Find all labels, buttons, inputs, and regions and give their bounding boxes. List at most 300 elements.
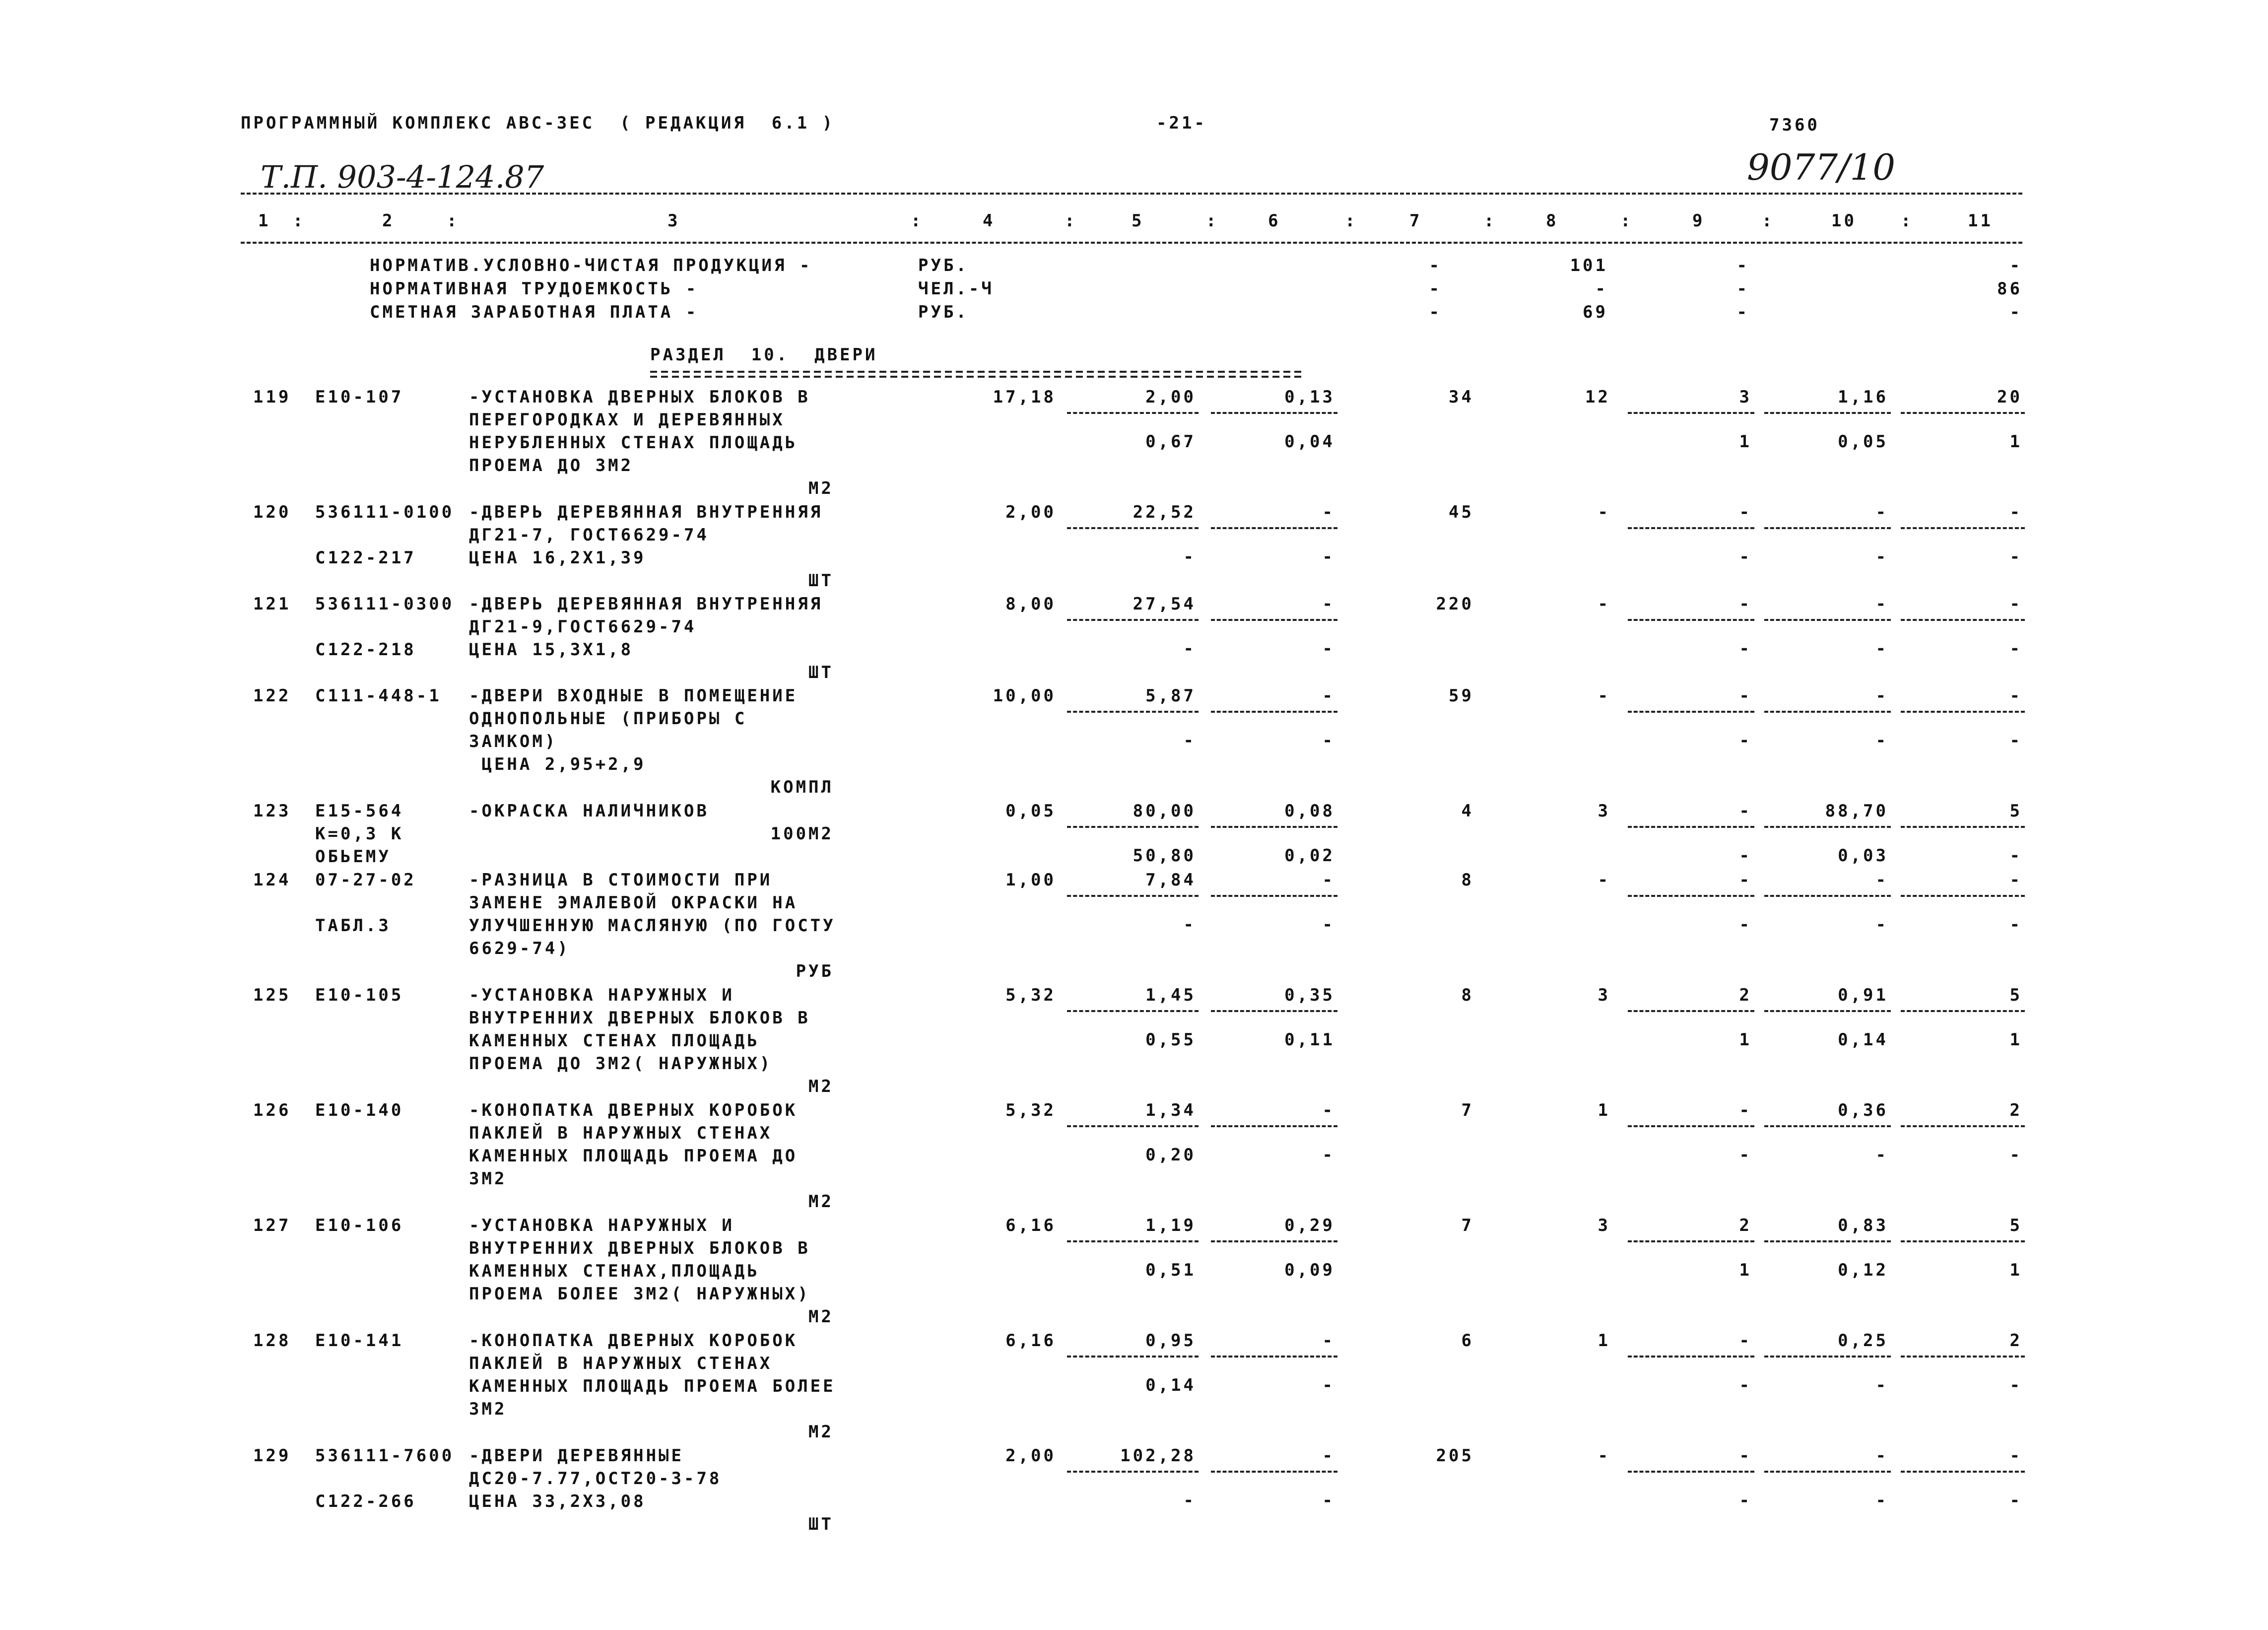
- row-description: -ДВЕРИ ВХОДНЫЕ В ПОМЕЩЕНИЕ: [469, 686, 798, 706]
- summary-col8: 69: [1583, 302, 1608, 322]
- row-rule-c6: [1211, 1125, 1337, 1127]
- row-description: ДГ21-9,ГОСТ6629-74: [469, 617, 697, 637]
- row-col11-lower: 1: [2009, 432, 2022, 452]
- row-col9-lower: 1: [1739, 1260, 1752, 1280]
- row-unit: М2: [808, 1077, 834, 1096]
- row-col11-lower: -: [2009, 846, 2022, 866]
- row-col9: -: [1739, 870, 1752, 890]
- row-col6-lower: -: [1322, 731, 1335, 750]
- row-quantity: 5,32: [1005, 1100, 1056, 1120]
- row-col10-lower: -: [1875, 547, 1888, 567]
- row-col11: -: [2009, 870, 2022, 890]
- row-col10: 0,25: [1838, 1331, 1888, 1351]
- section-title-underline: [650, 371, 1305, 378]
- row-description: ДГ21-7, ГОСТ6629-74: [469, 525, 709, 545]
- row-col10-lower: -: [1875, 1145, 1888, 1165]
- row-col6: -: [1322, 594, 1335, 614]
- row-col11-lower: -: [2009, 731, 2022, 750]
- row-rule-c5: [1067, 826, 1199, 828]
- row-col11: 5: [2009, 801, 2022, 821]
- row-description: ДС20-7.77,ОСТ20-3-78: [469, 1469, 722, 1489]
- row-col11-lower: 1: [2009, 1260, 2022, 1280]
- row-col10-lower: -: [1875, 915, 1888, 935]
- row-rule-c9: [1628, 412, 1754, 414]
- row-description: -УСТАНОВКА НАРУЖНЫХ И: [469, 985, 734, 1005]
- row-col6-lower: -: [1322, 1375, 1335, 1395]
- row-rule-c10: [1764, 1125, 1891, 1127]
- row-col11-lower: -: [2009, 1491, 2022, 1510]
- row-description: ПРОЕМА ДО 3М2: [469, 456, 634, 475]
- row-quantity: 5,32: [1005, 985, 1056, 1005]
- row-rule-c9: [1628, 527, 1754, 529]
- row-description: -ОКРАСКА НАЛИЧНИКОВ: [469, 801, 709, 821]
- row-col5: 1,45: [1145, 985, 1196, 1005]
- row-col6: -: [1322, 1331, 1335, 1351]
- row-quantity: 6,16: [1005, 1216, 1056, 1235]
- row-description: КАМЕННЫХ ПЛОЩАДЬ ПРОЕМА ДО: [469, 1146, 798, 1166]
- row-col11: 2: [2009, 1331, 2022, 1351]
- row-col5: 5,87: [1145, 686, 1196, 706]
- row-col6-lower: -: [1322, 547, 1335, 567]
- row-code-secondary: К=0,3 К: [315, 824, 404, 844]
- column-number: 9: [1692, 211, 1705, 231]
- row-code: 07-27-02: [315, 870, 416, 890]
- row-col11: 20: [1997, 387, 2022, 407]
- row-number: 119: [253, 387, 291, 407]
- column-number: 4: [983, 211, 996, 231]
- row-rule-c5: [1067, 895, 1199, 897]
- row-col5-lower: -: [1183, 731, 1196, 750]
- row-description: ЦЕНА 2,95+2,9: [469, 754, 646, 774]
- row-col11-lower: -: [2009, 639, 2022, 659]
- row-number: 125: [253, 985, 291, 1005]
- section-title: РАЗДЕЛ 10. ДВЕРИ: [650, 345, 878, 365]
- row-rule-c11: [1901, 711, 2025, 713]
- row-col5: 80,00: [1133, 801, 1196, 821]
- row-quantity: 10,00: [993, 686, 1056, 706]
- row-col6: -: [1322, 1446, 1335, 1466]
- row-col11-lower: 1: [2009, 1030, 2022, 1050]
- row-rule-c9: [1628, 1356, 1754, 1358]
- row-rule-c10: [1764, 619, 1891, 621]
- row-col10: 1,16: [1838, 387, 1888, 407]
- row-description: УЛУЧШЕННУЮ МАСЛЯНУЮ (ПО ГОСТУ: [469, 916, 836, 936]
- column-separator: :: [293, 211, 306, 231]
- row-rule-c11: [1901, 895, 2025, 897]
- column-separator: :: [1620, 211, 1633, 231]
- column-number: 10: [1831, 211, 1857, 231]
- column-number: 8: [1546, 211, 1559, 231]
- handwritten-number: 9077/10: [1747, 146, 1896, 188]
- row-rule-c10: [1764, 1240, 1891, 1242]
- row-number: 126: [253, 1100, 291, 1120]
- column-number: 3: [667, 211, 680, 231]
- program-title: ПРОГРАММНЫЙ КОМПЛЕКС АВС-ЗЕС ( РЕДАКЦИЯ 6.1 ): [241, 113, 835, 133]
- summary-label: СМЕТНАЯ ЗАРАБОТНАЯ ПЛАТА -: [370, 302, 699, 322]
- row-unit: 100М2: [770, 824, 834, 844]
- row-col11-lower: -: [2009, 915, 2022, 935]
- row-col6-lower: -: [1322, 1491, 1335, 1510]
- row-col9-lower: -: [1739, 915, 1752, 935]
- summary-col11: 86: [1997, 279, 2022, 299]
- row-quantity: 2,00: [1005, 1446, 1056, 1466]
- column-separator: :: [1065, 211, 1077, 231]
- row-col5-lower: 0,20: [1145, 1145, 1196, 1165]
- row-col11: 2: [2009, 1100, 2022, 1120]
- row-col9: 2: [1739, 985, 1752, 1005]
- row-rule-c9: [1628, 619, 1754, 621]
- row-col9-lower: -: [1739, 846, 1752, 866]
- row-col10-lower: 0,12: [1838, 1260, 1888, 1280]
- row-description: ВНУТРЕННИХ ДВЕРНЫХ БЛОКОВ В: [469, 1008, 810, 1028]
- row-code: Е10-140: [315, 1100, 404, 1120]
- row-col11-lower: -: [2009, 1145, 2022, 1165]
- row-description: КАМЕННЫХ СТЕНАХ,ПЛОЩАДЬ: [469, 1261, 760, 1281]
- row-col7: 4: [1461, 801, 1474, 821]
- row-rule-c6: [1211, 527, 1337, 529]
- row-description: -КОНОПАТКА ДВЕРНЫХ КОРОБОК: [469, 1331, 798, 1351]
- row-rule-c5: [1067, 527, 1199, 529]
- row-description: ОДНОПОЛЬНЫЕ (ПРИБОРЫ С: [469, 709, 747, 729]
- row-unit: М2: [808, 1422, 834, 1442]
- summary-unit: РУБ.: [918, 256, 969, 275]
- row-rule-c5: [1067, 1356, 1199, 1358]
- row-col9: -: [1739, 1446, 1752, 1466]
- row-col7: 220: [1436, 594, 1474, 614]
- summary-col7: -: [1429, 279, 1442, 299]
- row-rule-c10: [1764, 826, 1891, 828]
- row-rule-c11: [1901, 826, 2025, 828]
- row-rule-c9: [1628, 895, 1754, 897]
- row-description: ЗАМКОМ): [469, 732, 558, 751]
- row-col9: -: [1739, 1331, 1752, 1351]
- summary-unit: РУБ.: [918, 302, 969, 322]
- row-col8: -: [1598, 1446, 1610, 1466]
- row-col9-lower: -: [1739, 1375, 1752, 1395]
- row-number: 129: [253, 1446, 291, 1466]
- row-code: С111-448-1: [315, 686, 442, 706]
- row-col9: 3: [1739, 387, 1752, 407]
- row-col9: -: [1739, 801, 1752, 821]
- row-rule-c9: [1628, 711, 1754, 713]
- row-rule-c6: [1211, 412, 1337, 414]
- row-col10-lower: 0,05: [1838, 432, 1888, 452]
- row-col6: 0,08: [1284, 801, 1335, 821]
- row-rule-c11: [1901, 1471, 2025, 1473]
- row-description: НЕРУБЛЕННЫХ СТЕНАХ ПЛОЩАДЬ: [469, 433, 798, 453]
- row-code-secondary: С122-218: [315, 640, 416, 660]
- row-col7: 45: [1449, 502, 1474, 522]
- page-number: -21-: [1156, 113, 1207, 133]
- row-code-secondary: С122-266: [315, 1492, 416, 1511]
- summary-col7: -: [1429, 256, 1442, 275]
- row-col9: -: [1739, 594, 1752, 614]
- row-col6: 0,13: [1284, 387, 1335, 407]
- row-col5: 27,54: [1133, 594, 1196, 614]
- row-col6: 0,35: [1284, 985, 1335, 1005]
- row-rule-c5: [1067, 619, 1199, 621]
- row-unit: М2: [808, 1192, 834, 1212]
- row-col7: 34: [1449, 387, 1474, 407]
- row-col9-lower: -: [1739, 1145, 1752, 1165]
- document-code: 7360: [1769, 115, 1820, 135]
- row-description: ПАКЛЕЙ В НАРУЖНЫХ СТЕНАХ: [469, 1123, 773, 1143]
- row-description: -ДВЕРЬ ДЕРЕВЯННАЯ ВНУТРЕННЯЯ: [469, 594, 823, 614]
- row-col8: 12: [1585, 387, 1610, 407]
- row-col6-lower: 0,04: [1284, 432, 1335, 452]
- row-rule-c6: [1211, 1240, 1337, 1242]
- row-description: ПЕРЕГОРОДКАХ И ДЕРЕВЯННЫХ: [469, 410, 785, 430]
- row-col10: -: [1875, 1446, 1888, 1466]
- row-col9-lower: -: [1739, 731, 1752, 750]
- summary-col9: -: [1736, 302, 1749, 322]
- header-top-rule: [241, 193, 2022, 195]
- row-col9: -: [1739, 686, 1752, 706]
- row-rule-c5: [1067, 1010, 1199, 1012]
- row-col7: 8: [1461, 985, 1474, 1005]
- row-description: 3М2: [469, 1399, 507, 1419]
- row-code-secondary: ТАБЛ.3: [315, 916, 391, 936]
- row-col10-lower: -: [1875, 1375, 1888, 1395]
- row-col10-lower: -: [1875, 731, 1888, 750]
- row-col6: 0,29: [1284, 1216, 1335, 1235]
- row-description: -РАЗНИЦА В СТОИМОСТИ ПРИ: [469, 870, 773, 890]
- row-description: ПРОЕМА БОЛЕЕ 3М2( НАРУЖНЫХ): [469, 1284, 810, 1304]
- row-col5-lower: -: [1183, 547, 1196, 567]
- summary-col11: -: [2009, 302, 2022, 322]
- row-number: 120: [253, 502, 291, 522]
- row-col5-lower: -: [1183, 639, 1196, 659]
- row-col11: 5: [2009, 1216, 2022, 1235]
- row-rule-c10: [1764, 527, 1891, 529]
- summary-col8: 101: [1570, 256, 1608, 275]
- row-unit: ШТ: [808, 571, 834, 591]
- row-unit: ШТ: [808, 1514, 834, 1534]
- row-rule-c11: [1901, 619, 2025, 621]
- row-col7: 7: [1461, 1216, 1474, 1235]
- row-col10-lower: 0,03: [1838, 846, 1888, 866]
- row-number: 124: [253, 870, 291, 890]
- row-col9-lower: -: [1739, 547, 1752, 567]
- column-number: 1: [258, 211, 271, 231]
- column-separator: :: [1484, 211, 1497, 231]
- row-description: -ДВЕРЬ ДЕРЕВЯННАЯ ВНУТРЕННЯЯ: [469, 502, 823, 522]
- summary-unit: ЧЕЛ.-Ч: [918, 279, 994, 299]
- row-description: ВНУТРЕННИХ ДВЕРНЫХ БЛОКОВ В: [469, 1238, 810, 1258]
- row-col8: 1: [1598, 1100, 1610, 1120]
- column-separator: :: [447, 211, 460, 231]
- row-description: ПРОЕМА ДО 3М2( НАРУЖНЫХ): [469, 1054, 773, 1074]
- row-rule-c11: [1901, 527, 2025, 529]
- row-number: 123: [253, 801, 291, 821]
- row-description: -КОНОПАТКА ДВЕРНЫХ КОРОБОК: [469, 1100, 798, 1120]
- row-col10-lower: 0,14: [1838, 1030, 1888, 1050]
- row-col10: 0,36: [1838, 1100, 1888, 1120]
- row-col10: -: [1875, 502, 1888, 522]
- row-col11-lower: -: [2009, 547, 2022, 567]
- row-description: 3М2: [469, 1169, 507, 1189]
- row-col5: 7,84: [1145, 870, 1196, 890]
- row-description: -УСТАНОВКА НАРУЖНЫХ И: [469, 1216, 734, 1235]
- column-number: 2: [382, 211, 395, 231]
- row-rule-c6: [1211, 1356, 1337, 1358]
- row-rule-c5: [1067, 1240, 1199, 1242]
- row-col9: 2: [1739, 1216, 1752, 1235]
- row-quantity: 1,00: [1005, 870, 1056, 890]
- row-code: 536111-0100: [315, 502, 455, 522]
- row-col7: 6: [1461, 1331, 1474, 1351]
- row-col6-lower: -: [1322, 639, 1335, 659]
- row-number: 128: [253, 1331, 291, 1351]
- summary-col11: -: [2009, 256, 2022, 275]
- row-description: ЦЕНА 16,2Х1,39: [469, 548, 646, 568]
- row-col7: 205: [1436, 1446, 1474, 1466]
- row-number: 121: [253, 594, 291, 614]
- row-col6-lower: 0,02: [1284, 846, 1335, 866]
- row-col6: -: [1322, 686, 1335, 706]
- summary-col7: -: [1429, 302, 1442, 322]
- column-separator: :: [1345, 211, 1358, 231]
- row-unit: М2: [808, 478, 834, 498]
- column-number: 7: [1409, 211, 1422, 231]
- row-code-secondary: ОБЬЕМУ: [315, 847, 391, 867]
- row-rule-c5: [1067, 412, 1199, 414]
- row-col11: -: [2009, 594, 2022, 614]
- row-col10: -: [1875, 686, 1888, 706]
- row-description: 6629-74): [469, 939, 570, 958]
- row-col10-lower: -: [1875, 639, 1888, 659]
- row-col10: 88,70: [1825, 801, 1888, 821]
- row-description: ЦЕНА 33,2Х3,08: [469, 1492, 646, 1511]
- row-rule-c10: [1764, 1356, 1891, 1358]
- row-unit: ШТ: [808, 663, 834, 682]
- row-col10: 0,91: [1838, 985, 1888, 1005]
- column-separator: :: [1901, 211, 1914, 231]
- row-description: КАМЕННЫХ ПЛОЩАДЬ ПРОЕМА БОЛЕЕ: [469, 1376, 836, 1396]
- row-description: КАМЕННЫХ СТЕНАХ ПЛОЩАДЬ: [469, 1031, 760, 1051]
- column-number: 5: [1132, 211, 1144, 231]
- row-rule-c6: [1211, 1010, 1337, 1012]
- row-rule-c9: [1628, 1010, 1754, 1012]
- row-rule-c6: [1211, 619, 1337, 621]
- row-rule-c10: [1764, 711, 1891, 713]
- project-code: Т.П. 903-4-124.87: [261, 159, 544, 195]
- row-rule-c9: [1628, 1125, 1754, 1127]
- row-number: 122: [253, 686, 291, 706]
- row-code: 536111-7600: [315, 1446, 455, 1466]
- row-col10-lower: -: [1875, 1491, 1888, 1510]
- row-col6: -: [1322, 870, 1335, 890]
- row-col5: 1,19: [1145, 1216, 1196, 1235]
- row-rule-c6: [1211, 1471, 1337, 1473]
- summary-col9: -: [1736, 256, 1749, 275]
- summary-label: НОРМАТИВ.УСЛОВНО-ЧИСТАЯ ПРОДУКЦИЯ -: [370, 256, 812, 275]
- row-col8: -: [1598, 870, 1610, 890]
- row-col6: -: [1322, 502, 1335, 522]
- row-col5-lower: 50,80: [1133, 846, 1196, 866]
- column-separator: :: [1762, 211, 1775, 231]
- row-col5: 1,34: [1145, 1100, 1196, 1120]
- row-col6-lower: 0,11: [1284, 1030, 1335, 1050]
- row-code: Е10-107: [315, 387, 404, 407]
- row-rule-c9: [1628, 1240, 1754, 1242]
- row-rule-c6: [1211, 711, 1337, 713]
- summary-label: НОРМАТИВНАЯ ТРУДОЕМКОСТЬ -: [370, 279, 699, 299]
- row-col5-lower: 0,51: [1145, 1260, 1196, 1280]
- row-col9-lower: 1: [1739, 1030, 1752, 1050]
- row-rule-c10: [1764, 412, 1891, 414]
- row-col8: 3: [1598, 801, 1610, 821]
- header-bottom-rule: [241, 242, 2022, 244]
- row-col11: -: [2009, 686, 2022, 706]
- row-rule-c6: [1211, 826, 1337, 828]
- row-description: ПАКЛЕЙ В НАРУЖНЫХ СТЕНАХ: [469, 1354, 773, 1373]
- row-col5: 0,95: [1145, 1331, 1196, 1351]
- row-description: -УСТАНОВКА ДВЕРНЫХ БЛОКОВ В: [469, 387, 810, 407]
- row-col10: -: [1875, 594, 1888, 614]
- column-separator: :: [911, 211, 924, 231]
- row-col5-lower: 0,55: [1145, 1030, 1196, 1050]
- column-separator: :: [1206, 211, 1219, 231]
- row-rule-c10: [1764, 895, 1891, 897]
- row-rule-c6: [1211, 895, 1337, 897]
- row-col7: 8: [1461, 870, 1474, 890]
- row-rule-c5: [1067, 1471, 1199, 1473]
- column-number: 6: [1268, 211, 1281, 231]
- row-col6-lower: -: [1322, 915, 1335, 935]
- row-col8: -: [1598, 502, 1610, 522]
- row-quantity: 0,05: [1005, 801, 1056, 821]
- row-rule-c11: [1901, 412, 2025, 414]
- row-col5: 2,00: [1145, 387, 1196, 407]
- row-col6-lower: -: [1322, 1145, 1335, 1165]
- row-unit: М2: [808, 1307, 834, 1327]
- row-code: Е10-106: [315, 1216, 404, 1235]
- row-col5-lower: -: [1183, 1491, 1196, 1510]
- row-rule-c11: [1901, 1125, 2025, 1127]
- row-col8: 1: [1598, 1331, 1610, 1351]
- row-col9: -: [1739, 502, 1752, 522]
- row-unit: КОМПЛ: [770, 777, 834, 797]
- row-col6: -: [1322, 1100, 1335, 1120]
- row-unit: РУБ: [796, 961, 834, 981]
- row-rule-c9: [1628, 1471, 1754, 1473]
- row-col9-lower: -: [1739, 1491, 1752, 1510]
- row-description: ЗАМЕНЕ ЭМАЛЕВОЙ ОКРАСКИ НА: [469, 893, 798, 913]
- row-rule-c5: [1067, 1125, 1199, 1127]
- row-col5-lower: 0,67: [1145, 432, 1196, 452]
- row-number: 127: [253, 1216, 291, 1235]
- row-col8: 3: [1598, 985, 1610, 1005]
- row-code: Е15-564: [315, 801, 404, 821]
- row-quantity: 2,00: [1005, 502, 1056, 522]
- row-col8: -: [1598, 594, 1610, 614]
- row-col11: 5: [2009, 985, 2022, 1005]
- row-description: ЦЕНА 15,3Х1,8: [469, 640, 634, 660]
- row-rule-c11: [1901, 1010, 2025, 1012]
- row-col5-lower: 0,14: [1145, 1375, 1196, 1395]
- row-rule-c9: [1628, 826, 1754, 828]
- summary-col8: -: [1595, 279, 1608, 299]
- row-description: -ДВЕРИ ДЕРЕВЯННЫЕ: [469, 1446, 684, 1466]
- row-code: 536111-0300: [315, 594, 455, 614]
- row-col11: -: [2009, 502, 2022, 522]
- summary-col9: -: [1736, 279, 1749, 299]
- row-rule-c10: [1764, 1471, 1891, 1473]
- row-quantity: 6,16: [1005, 1331, 1056, 1351]
- row-col5: 22,52: [1133, 502, 1196, 522]
- row-col10: 0,83: [1838, 1216, 1888, 1235]
